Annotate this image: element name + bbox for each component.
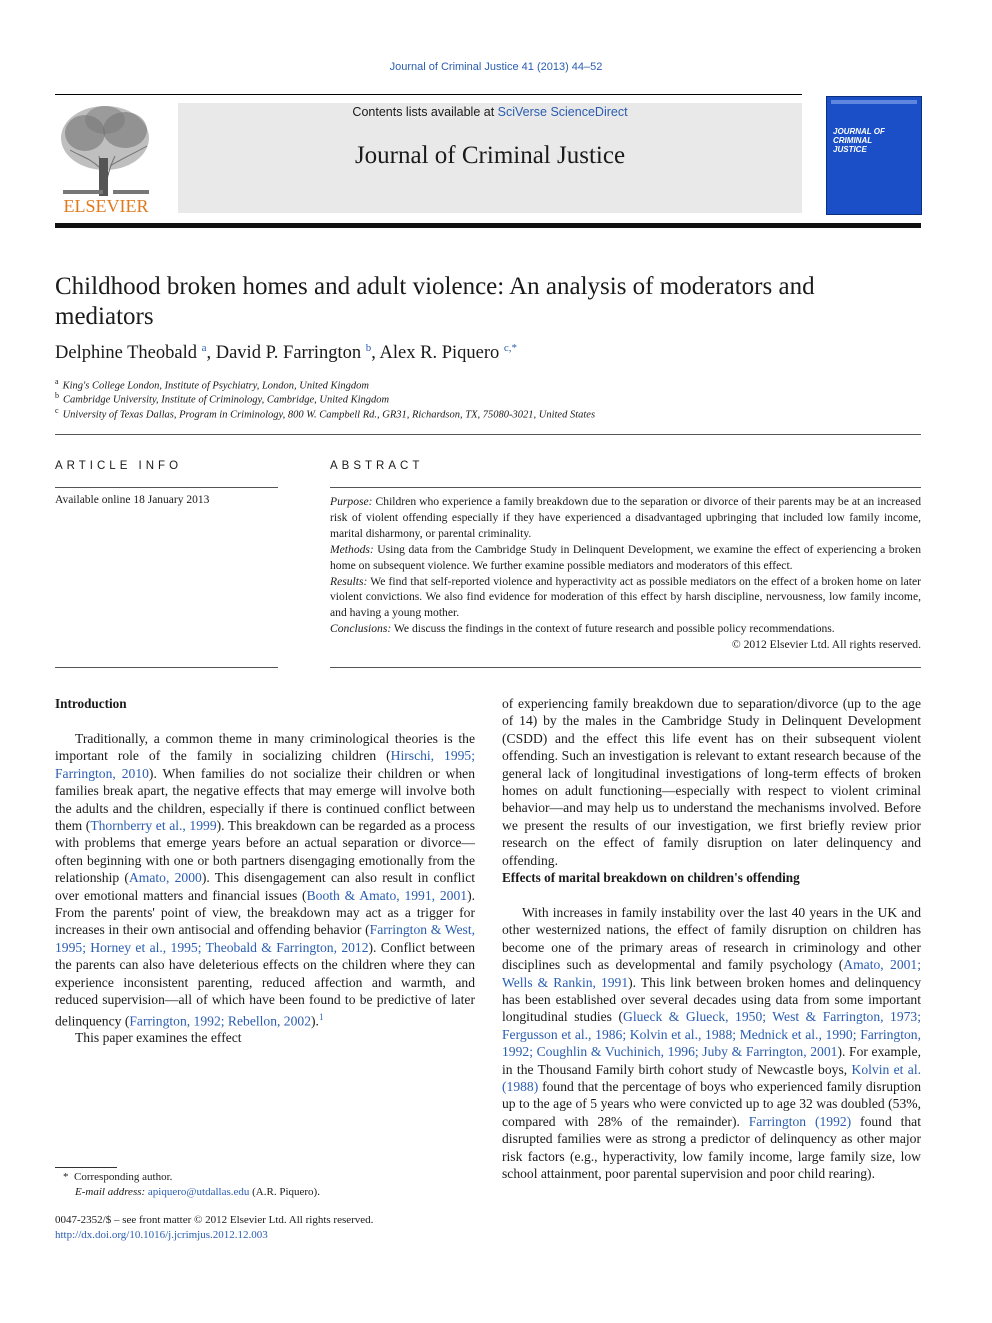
abstract-body bbox=[330, 494, 921, 653]
citation-link[interactable]: Amato, 2000 bbox=[128, 870, 202, 886]
footnote-rule bbox=[55, 1167, 117, 1168]
corresponding-note: * Corresponding author. bbox=[63, 1171, 173, 1183]
affiliation-text: Cambridge University, Institute of Criminology, Cambridge, United Kingdom bbox=[63, 394, 390, 406]
author-affiliation-mark[interactable]: c,* bbox=[503, 342, 518, 354]
paragraph-text: ). This disengagement can also result in conflict over emotional matters and financial issues ( bbox=[55, 870, 476, 903]
paragraph-text: found that disrupted families were as strong a predictor of delinquency as other major risk factors (e.g., hyperactivity, low family income, large family size, low school attainment, poor parental supervision and poor child rearing). bbox=[502, 1113, 921, 1182]
affiliation bbox=[55, 406, 595, 421]
abstract-text: Using data from the Cambridge Study in Delinquent Development, we examine the effect of experiencing a broken home on subsequent violence. We further examine possible mediators and moderators of this effect. bbox=[330, 542, 921, 572]
corresponding-text: Corresponding author. bbox=[74, 1171, 173, 1183]
abstract-text: Children who experience a family breakdown due to the separation or divorce of their parents may be at an increased risk of violent offending especially if they have experienced a disadvantaged upbringing that included low family income, marital disharmony, or parental criminality. bbox=[330, 495, 921, 540]
issn-line: 0047-2352/$ – see front matter © 2012 Elsevier Ltd. All rights reserved. bbox=[55, 1214, 374, 1226]
journal-cover[interactable] bbox=[826, 96, 922, 215]
citation-link[interactable]: Hirschi, 1995; Farrington, 2010 bbox=[55, 748, 476, 781]
author-affiliation-mark[interactable]: a bbox=[201, 342, 207, 354]
paragraph-text: ). For example, in the Thousand Family birth cohort study of Newcastle boys, bbox=[502, 1044, 921, 1077]
contents-prefix: Contents lists available at bbox=[352, 105, 498, 119]
author-affiliation-mark[interactable]: b bbox=[365, 342, 372, 354]
doi-link[interactable]: http://dx.doi.org/10.1016/j.jcrimjus.2012.12.003 bbox=[55, 1228, 268, 1241]
elsevier-wordmark: ELSEVIER bbox=[63, 196, 149, 216]
section-heading-effects: Effects of marital breakdown on children's offending bbox=[502, 870, 800, 885]
footnote bbox=[55, 1170, 475, 1200]
email-label: E-mail address: bbox=[75, 1186, 146, 1198]
paragraph-text: ). bbox=[311, 1013, 319, 1029]
paragraph-text: ). This link between broken homes and delinquency has been established over several decades using data from some important longitudinal studies ( bbox=[502, 974, 921, 1025]
affiliation-text: University of Texas Dallas, Program in Criminology, 800 W. Campbell Rd., GR31, Richardson, TX, 75080-3021, United States bbox=[62, 409, 596, 421]
paragraph bbox=[502, 904, 921, 1183]
paragraph-text: of experiencing family breakdown due to separation/divorce (up to the age of 14) by the males in the Cambridge Study in Delinquent Development (CSDD) and the effect this life event has on their subsequent violent offending. Such an investigation is relevant to extant research because of the general lack of longitudinal investigations of long-term effects of broken homes on adult functioning—especially with respect to violent criminal behavior—and may help us to understand the mechanisms involved. Before we present the results of our investigation, we first briefly review prior research on the effect of family disruption on later delinquency and offending. bbox=[502, 696, 921, 868]
divider bbox=[55, 434, 921, 435]
affiliation-text: King's College London, Institute of Psychiatry, London, United Kingdom bbox=[62, 380, 370, 392]
issn-block bbox=[55, 1213, 373, 1242]
divider bbox=[330, 487, 921, 488]
abstract-label: Purpose: bbox=[330, 495, 373, 508]
affiliation-mark: a bbox=[55, 377, 59, 386]
divider bbox=[55, 487, 278, 488]
journal-reference[interactable]: Journal of Criminal Justice 41 (2013) 44–52 bbox=[389, 61, 603, 73]
abstract-purpose bbox=[330, 494, 921, 542]
abstract-text: We find that self-reported violence and hyperactivity act as possible mediators on the effect of a broken home on later violent convictions. We also find evidence for moderation of this effect by harsh discipline, nervousness, low family income, and having a young mother. bbox=[330, 574, 921, 620]
journal-title: Journal of Criminal Justice bbox=[354, 142, 626, 169]
citation-link[interactable]: Thornberry et al., 1999 bbox=[90, 818, 217, 834]
paragraph-text: ). From the parents' point of view, the breakdown may act as a trigger for increases in their own antisocial and offending behavior ( bbox=[55, 887, 475, 938]
paragraph bbox=[55, 1029, 475, 1046]
citation-link[interactable]: Glueck & Glueck, 1950; West & Farrington, 1973; Fergusson et al., 1986; Kolvin et al., 1988; Mednick et al., 1990; Farrington, 1992; Coughlin & Vuchinich, 1996; Juby & Farrington, 2001 bbox=[502, 1009, 922, 1060]
affiliation-mark: c bbox=[55, 406, 59, 415]
citation-link[interactable]: Farrington, 1992; Rebellon, 2002 bbox=[129, 1013, 311, 1029]
citation-link[interactable]: Farrington (1992) bbox=[748, 1113, 852, 1129]
available-online: Available online 18 January 2013 bbox=[55, 494, 210, 506]
paragraph-text: ). When families do not socialize their children or when families break apart, the negative effects that may emerge will involve both the adults and the children, especially if there is continued conflict between them ( bbox=[55, 765, 476, 834]
abstract-text: We discuss the findings in the context of future research and possible policy recommendations. bbox=[391, 622, 835, 636]
author-name: Delphine Theobald bbox=[55, 343, 197, 364]
abstract-conclusions bbox=[330, 621, 921, 637]
author-name: Alex R. Piquero bbox=[379, 343, 500, 364]
affiliation bbox=[55, 391, 389, 406]
divider bbox=[55, 667, 278, 668]
abstract-label: Results: bbox=[330, 574, 368, 588]
email-link[interactable]: apiquero@utdallas.edu bbox=[147, 1186, 250, 1198]
cover-strip bbox=[831, 100, 917, 104]
citation-link[interactable]: Farrington & West, 1995; Horney et al., 1995; Theobald & Farrington, 2012 bbox=[55, 922, 475, 955]
elsevier-tree-icon bbox=[55, 98, 158, 216]
citation-link[interactable]: Kolvin et al. (1988) bbox=[502, 1061, 921, 1095]
body-column-right-bottom bbox=[502, 904, 921, 1183]
body-column-left bbox=[55, 730, 475, 1047]
paragraph-text: ). Conflict between the parents can also have deleterious effects on the children where they can experience inconsistent parenting, reduced affection and warmth, and reduced supervision—all of which have been found to be predictive of later delinquency ( bbox=[55, 939, 475, 1029]
abstract-results bbox=[330, 574, 921, 622]
cover-title: JOURNAL OF CRIMINAL JUSTICE bbox=[833, 127, 885, 154]
author-name: David P. Farrington bbox=[215, 343, 362, 364]
header-thick-rule bbox=[55, 223, 921, 228]
paragraph-text: found that the percentage of boys who experienced family disruption up to the age of 5 years who were convicted up to age 32 was doubled (53%, compared with 28% of the remainder). bbox=[502, 1079, 921, 1129]
header-top-rule bbox=[55, 94, 802, 95]
affiliation bbox=[55, 377, 369, 392]
article-info-heading: ARTICLE INFO bbox=[55, 460, 183, 472]
article-title: Childhood broken homes and adult violence: An analysis of moderators and mediators bbox=[55, 273, 815, 330]
paragraph-text: Traditionally, a common theme in many criminological theories is the important role of the family in socializing children ( bbox=[55, 731, 475, 764]
paragraph bbox=[55, 730, 475, 1029]
sciencedirect-link[interactable]: SciVerse ScienceDirect bbox=[497, 105, 628, 119]
contents-line bbox=[178, 105, 802, 119]
author-list: Delphine Theobald $^a$, David P. Farrington $^b$, Alex R. Piquero $^{c,*}$ bbox=[55, 342, 518, 364]
email-owner: (A.R. Piquero). bbox=[249, 1186, 320, 1198]
citation-link[interactable]: Amato, 2001; Wells & Rankin, 1991 bbox=[502, 957, 922, 990]
abstract-label: Methods: bbox=[330, 542, 374, 556]
affiliation-mark: b bbox=[55, 391, 59, 400]
paragraph-continued bbox=[502, 695, 921, 869]
elsevier-logo bbox=[55, 98, 158, 216]
citation-link[interactable]: Booth & Amato, 1991, 2001 bbox=[306, 887, 468, 903]
email-note bbox=[55, 1185, 475, 1200]
footnote-ref[interactable]: 1 bbox=[318, 1011, 324, 1022]
paragraph-text: With increases in family instability over the last 40 years in the UK and other westernized nations, the effect of family disruption on children has become one of the primary areas of research in criminology and other disciplines such as developmental and family psychology ( bbox=[502, 905, 921, 973]
abstract-heading: ABSTRACT bbox=[330, 460, 424, 472]
divider bbox=[330, 667, 921, 668]
paragraph-text: ). This breakdown can be regarded as a process with problems that emerge years before an actual separation or divorce—often beginning with one or both partners disengaging emotionally from the relationship ( bbox=[55, 818, 476, 886]
abstract-label: Conclusions: bbox=[330, 622, 392, 636]
body-column-right-top bbox=[502, 695, 921, 869]
section-heading-introduction: Introduction bbox=[55, 696, 127, 711]
abstract-methods bbox=[330, 542, 921, 574]
paragraph-text: This paper examines the effect bbox=[75, 1030, 242, 1046]
abstract-copyright: © 2012 Elsevier Ltd. All rights reserved. bbox=[731, 638, 921, 652]
